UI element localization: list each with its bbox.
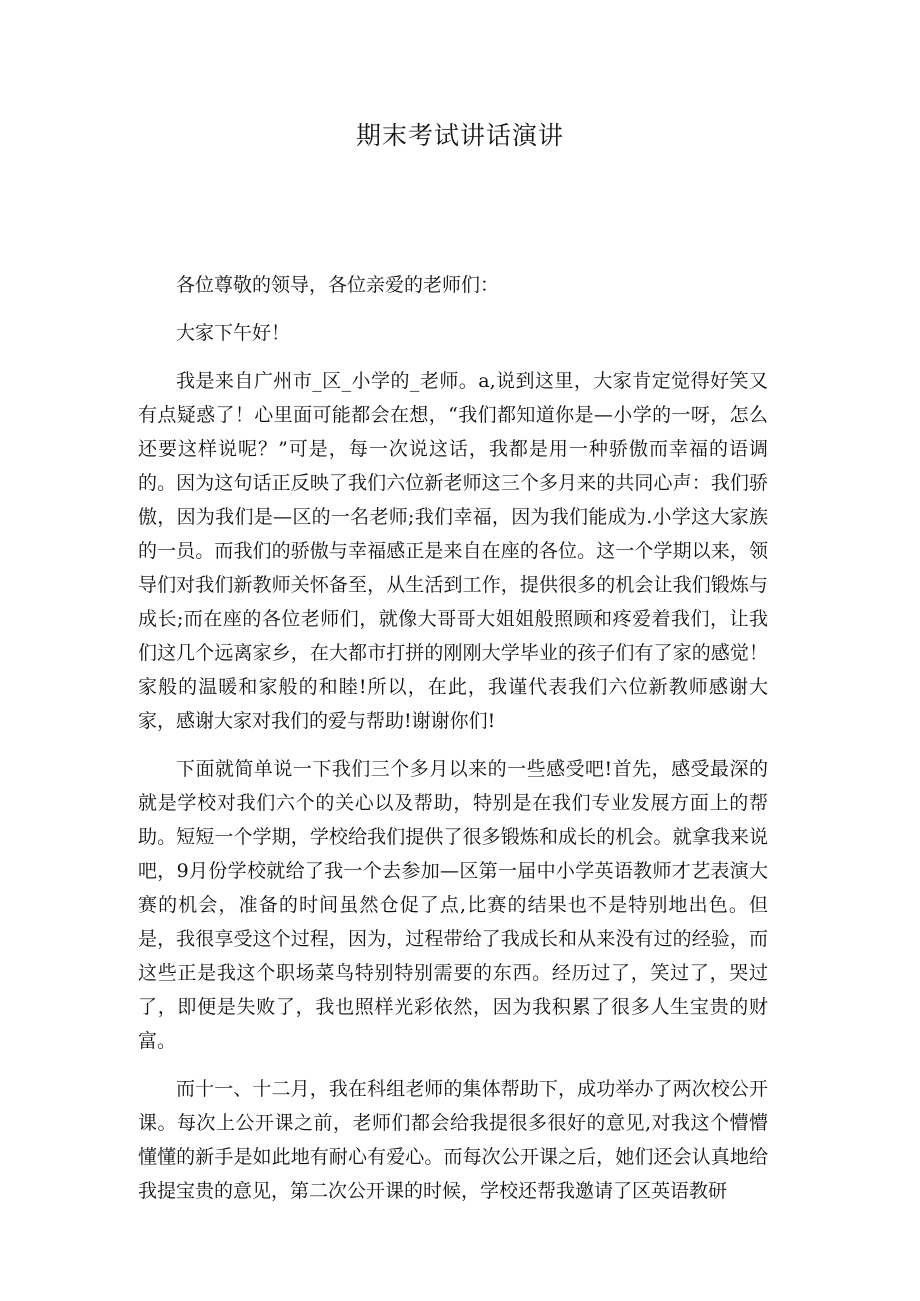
paragraph-greeting: 各位尊敬的领导，各位亲爱的老师们： [176,274,500,296]
paragraph-introduction: 我是来自广州市_区_小学的_老师。a,说到这里，大家肯定觉得好笑又有点疑惑了！心里面可能都会在想，“我们都知道你是—小学的一呀，怎么还要这样说呢？”可是，每一次说这话，我都是用一种骄傲而幸福的语调的。因为这句话正反映了我们六位新老师这三个多月来的共同心声：我们骄傲，因为我们是—区的一名老师;我们幸福，因为我们能成为.小学这大家族的一员。而我们的骄傲与幸福感正是来自在座的各位。这一个学期以来，领导们对我们新教师关怀备至，从生活到工作，提供很多的机会让我们锻炼与成长;而在座的各位老师们，就像大哥哥大姐姐般照顾和疼爱着我们，让我们这几个远离家乡，在大都市打拼的刚刚大学毕业的孩子们有了家的感觉！家般的温暖和家般的和睦!所以，在此，我谨代表我们六位新教师感谢大家，感谢大家对我们的爱与帮助!谢谢你们! [138,370,768,732]
paragraph-salutation: 大家下午好！ [176,322,291,344]
document-body [138,268,768,1222]
document-title: 期末考试讲话演讲 [355,121,564,150]
paragraph-feelings: 下面就简单说一下我们三个多月以来的一些感受吧!首先，感受最深的就是学校对我们六个的关心以及帮助，特别是在我们专业发展方面上的帮助。短短一个学期，学校给我们提供了很多锻炼和成长的机会。就拿我来说吧，9月份学校就给了我一个去参加—区第一届中小学英语教师才艺表演大赛的机会，准备的时间虽然仓促了点,比赛的结果也不是特别地出色。但是，我很享受这个过程，因为，过程带给了我成长和从来没有过的经验，而这些正是我这个职场菜鸟特别特别需要的东西。经历过了，笑过了，哭过了，即便是失败了，我也照样光彩依然，因为我积累了很多人生宝贵的财富。 [138,758,768,1052]
paragraph-open-classes: 而十一、十二月，我在科组老师的集体帮助下，成功举办了两次校公开课。每次上公开课之前，老师们都会给我提很多很好的意见,对我这个懵懵懂懂的新手是如此地有耐心有爱心。而每次公开课之后，她们还会认真地给我提宝贵的意见，第二次公开课的时候，学校还帮我邀请了区英语教研 [138,1078,768,1202]
